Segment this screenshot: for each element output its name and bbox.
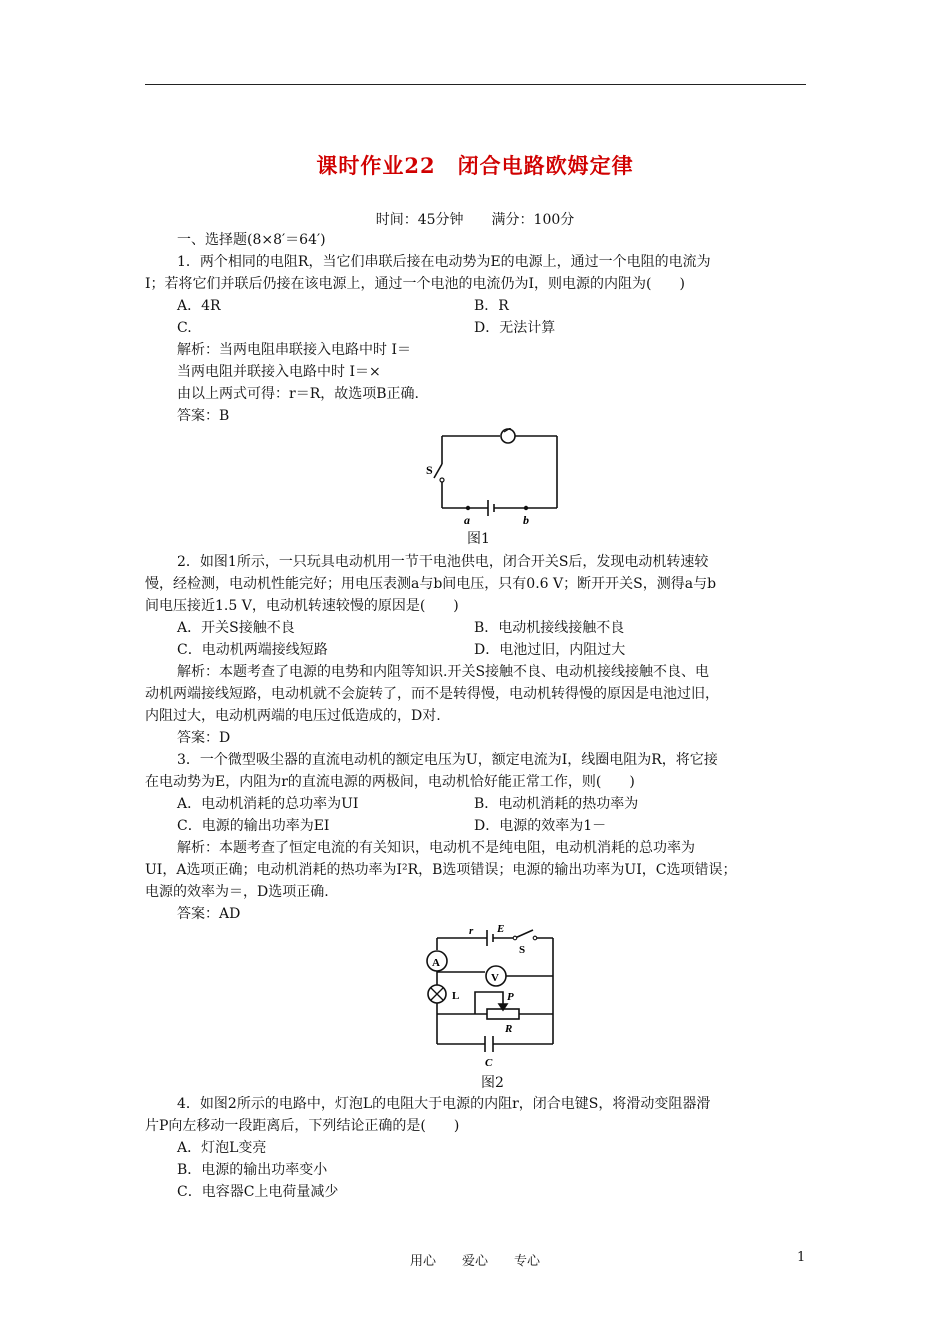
q4-stem: 4．如图2所示的电路中，灯泡L的电阻大于电源的内阻r，闭合电键S，将滑动变阻器滑	[177, 1096, 711, 1112]
fig2-label-ammeter: A	[432, 957, 440, 969]
q1-analysis: 由以上两式可得：r＝R，故选项B正确.	[177, 386, 419, 402]
figure-1-circuit	[420, 428, 570, 528]
figure-2-caption: 图2	[481, 1075, 504, 1091]
q4-stem: 片P向左移动一段距离后，下列结论正确的是( )	[145, 1118, 460, 1134]
time-score-line: 时间：45分钟 满分：100分	[375, 212, 575, 228]
q1-stem: I；若将它们并联后仍接在该电源上，通过一个电池的电流仍为I，则电源的内阻为( )	[145, 276, 685, 292]
section-heading: 一、选择题(8×8′＝64′)	[177, 232, 326, 248]
fig2-label-c: C	[485, 1057, 493, 1069]
q3-option-a: A．电动机消耗的总功率为UI	[177, 796, 359, 812]
figure-1-caption: 图1	[467, 531, 490, 547]
header-rule	[145, 84, 806, 85]
q3-option-d: D．电源的效率为1－	[474, 818, 607, 834]
q2-analysis: 内阻过大，电动机两端的电压过低造成的，D对.	[145, 708, 441, 724]
q4-option-a: A．灯泡L变亮	[177, 1140, 267, 1156]
q2-stem: 慢，经检测，电动机性能完好；用电压表测a与b间电压，只有0.6 V；断开开关S，测得a与b	[145, 576, 717, 592]
q4-option-c: C．电容器C上电荷量减少	[177, 1184, 339, 1200]
q1-answer: 答案：B	[177, 408, 230, 424]
q3-option-b: B．电动机消耗的热功率为	[474, 796, 639, 812]
q3-stem: 3．一个微型吸尘器的直流电动机的额定电压为U，额定电流为I，线圈电阻为R，将它接	[177, 752, 718, 768]
page-title: 课时作业22 闭合电路欧姆定律	[316, 153, 634, 178]
q2-option-d: D．电池过旧，内阻过大	[474, 642, 626, 658]
q2-option-c: C．电动机两端接线短路	[177, 642, 328, 658]
q3-answer: 答案：AD	[177, 906, 241, 922]
fig1-label-s: S	[426, 463, 433, 477]
q3-option-c: C．电源的输出功率为EI	[177, 818, 330, 834]
q2-analysis: 解析：本题考查了电源的电势和内阻等知识.开关S接触不良、电动机接线接触不良、电	[177, 664, 710, 680]
q2-option-b: B．电动机接线接触不良	[474, 620, 625, 636]
fig2-label-l: L	[452, 990, 460, 1002]
q3-analysis: UI，A选项正确；电动机消耗的热功率为I²R，B选项错误；电源的输出功率为UI，C选项错误；	[145, 862, 737, 878]
q1-analysis: 解析：当两电阻串联接入电路中时 I＝	[177, 342, 411, 358]
fig2-label-e: E	[497, 923, 505, 935]
q3-analysis: 解析：本题考查了恒定电流的有关知识，电动机不是纯电阻，电动机消耗的总功率为	[177, 840, 695, 856]
fig2-label-rheostat: R	[505, 1023, 513, 1035]
fig1-label-a: a	[464, 513, 470, 527]
page-footer: 用心 爱心 专心	[409, 1254, 540, 1269]
q3-analysis: 电源的效率为＝，D选项正确.	[145, 884, 329, 900]
fig2-label-p: P	[507, 991, 514, 1003]
q2-stem: 间电压接近1.5 V，电动机转速较慢的原因是( )	[145, 598, 459, 614]
figure-2-circuit	[415, 920, 565, 1070]
q1-option-d: D．无法计算	[474, 320, 556, 336]
q1-stem: 1．两个相同的电阻R，当它们串联后接在电动势为E的电源上，通过一个电阻的电流为	[177, 254, 711, 270]
q2-analysis: 动机两端接线短路，电动机就不会旋转了，而不是转得慢，电动机转得慢的原因是电池过旧，	[145, 686, 719, 702]
q1-analysis: 当两电阻并联接入电路中时 I＝×	[177, 364, 381, 380]
q1-option-b: B．R	[474, 298, 509, 314]
q1-option-a: A．4R	[177, 298, 221, 314]
q2-answer: 答案：D	[177, 730, 231, 746]
fig2-label-r: r	[469, 925, 474, 937]
q2-option-a: A．开关S接触不良	[177, 620, 295, 636]
page-number: 1	[797, 1250, 806, 1265]
q4-option-b: B．电源的输出功率变小	[177, 1162, 328, 1178]
fig2-label-s: S	[519, 944, 526, 956]
q3-stem: 在电动势为E，内阻为r的直流电源的两极间，电动机恰好能正常工作，则( )	[145, 774, 635, 790]
q2-stem: 2．如图1所示，一只玩具电动机用一节干电池供电，闭合开关S后，发现电动机转速较	[177, 554, 709, 570]
q1-option-c: C.	[177, 320, 192, 336]
fig2-label-voltmeter: V	[491, 972, 499, 984]
fig1-label-b: b	[523, 513, 529, 527]
